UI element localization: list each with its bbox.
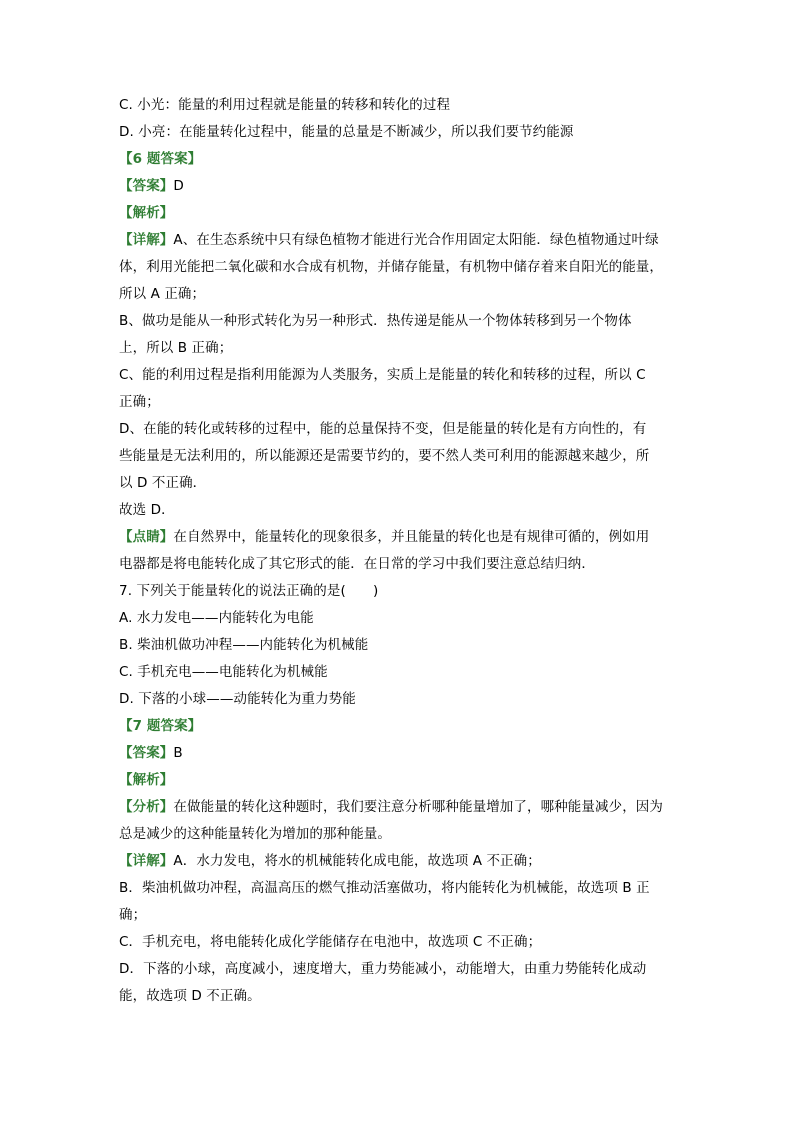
line-text: 体，利用光能把二氧化碳和水合成有机物，并储存能量，有机物中储存着来自阳光的能量， [119,259,663,275]
line-text: 上，所以 B 正确； [119,340,233,356]
text-line [119,906,146,924]
text-line [119,150,201,168]
text-line [119,609,314,627]
section-label: 【点睛】 [119,529,174,545]
section-label: 【解析】 [119,205,174,221]
text-line [119,123,573,141]
line-text: B．柴油机做功冲程，高温高压的燃气推动活塞做功，将内能转化为机械能，故选项 B 正 [119,880,650,896]
line-text: 在做能量的转化这种题时，我们要注意分析哪种能量增加了，哪种能量减少，因为 [173,799,664,815]
line-text: A．水力发电，将水的机械能转化成电能，故选项 A 不正确； [173,853,541,869]
line-text: 正确； [119,394,160,410]
text-line [119,987,261,1005]
text-line [119,744,183,762]
line-text: 所以 A 正确； [119,286,206,302]
line-text: 以 D 不正确． [119,475,207,491]
text-line [119,582,378,600]
line-text: A. 水力发电——内能转化为电能 [119,610,314,626]
line-text: B. 柴油机做功冲程——内能转化为机械能 [119,637,369,653]
text-line [119,825,391,843]
line-text: 些能量是无法利用的，所以能源还是需要节约的，要不然人类可利用的能源越来越少，所 [119,448,650,464]
section-label: 【详解】 [119,853,174,869]
text-line [119,258,663,276]
line-text: 故选 D． [119,502,175,518]
text-line [119,933,541,951]
section-label: 【分析】 [119,799,174,815]
text-line [119,231,659,249]
section-label: 【6 题答案】 [119,151,202,167]
line-text: C．手机充电，将电能转化成化学能储存在电池中，故选项 C 不正确； [119,934,542,950]
line-text: C. 小光：能量的利用过程就是能量的转移和转化的过程 [119,97,451,113]
text-line [119,177,184,195]
text-line [119,312,632,330]
text-line [119,96,450,114]
text-line [119,555,595,573]
line-text: 能，故选项 D 不正确。 [119,988,261,1004]
text-line [119,285,205,303]
section-label: 【7 题答案】 [119,718,202,734]
text-line [119,339,232,357]
text-line [119,717,201,735]
text-line [119,960,646,978]
text-line [119,771,173,789]
line-text: 总是减少的这种能量转化为增加的那种能量。 [119,826,391,842]
line-text: D. 下落的小球——动能转化为重力势能 [119,691,356,707]
line-text: 在自然界中，能量转化的现象很多，并且能量的转化也是有规律可循的，例如用 [173,529,650,545]
line-text: D．下落的小球，高度减小，速度增大，重力势能减小，动能增大，由重力势能转化成动 [119,961,647,977]
text-line [119,663,328,681]
line-text: D. 小亮：在能量转化过程中，能量的总量是不断减少，所以我们要节约能源 [119,124,574,140]
text-line [119,528,649,546]
line-text: 7. 下列关于能量转化的说法正确的是( ) [119,583,379,599]
text-line [119,501,175,519]
line-text: A、在生态系统中只有绿色植物才能进行光合作用固定太阳能．绿色植物通过叶绿 [173,232,659,248]
text-line [119,366,646,384]
section-label: 【答案】 [119,745,174,761]
section-label: 【详解】 [119,232,174,248]
text-line [119,852,541,870]
line-text: D [173,178,184,194]
line-text: 确； [119,907,147,923]
text-line [119,879,650,897]
text-line [119,204,173,222]
text-line [119,636,368,654]
text-line [119,798,663,816]
section-label: 【解析】 [119,772,174,788]
line-text: C、能的利用过程是指利用能源为人类服务，实质上是能量的转化和转移的过程，所以 C [119,367,646,383]
text-line [119,393,160,411]
line-text: 电器都是将电能转化成了其它形式的能．在日常的学习中我们要注意总结归纳． [119,556,595,572]
text-line [119,474,206,492]
section-label: 【答案】 [119,178,174,194]
line-text: B [173,745,183,761]
line-text: D、在能的转化或转移的过程中，能的总量保持不变，但是能量的转化是有方向性的，有 [119,421,647,437]
line-text: C. 手机充电——电能转化为机械能 [119,664,328,680]
line-text: B、做功是能从一种形式转化为另一种形式．热传递是能从一个物体转移到另一个物体 [119,313,632,329]
text-line [119,447,649,465]
text-line [119,690,356,708]
text-line [119,420,646,438]
